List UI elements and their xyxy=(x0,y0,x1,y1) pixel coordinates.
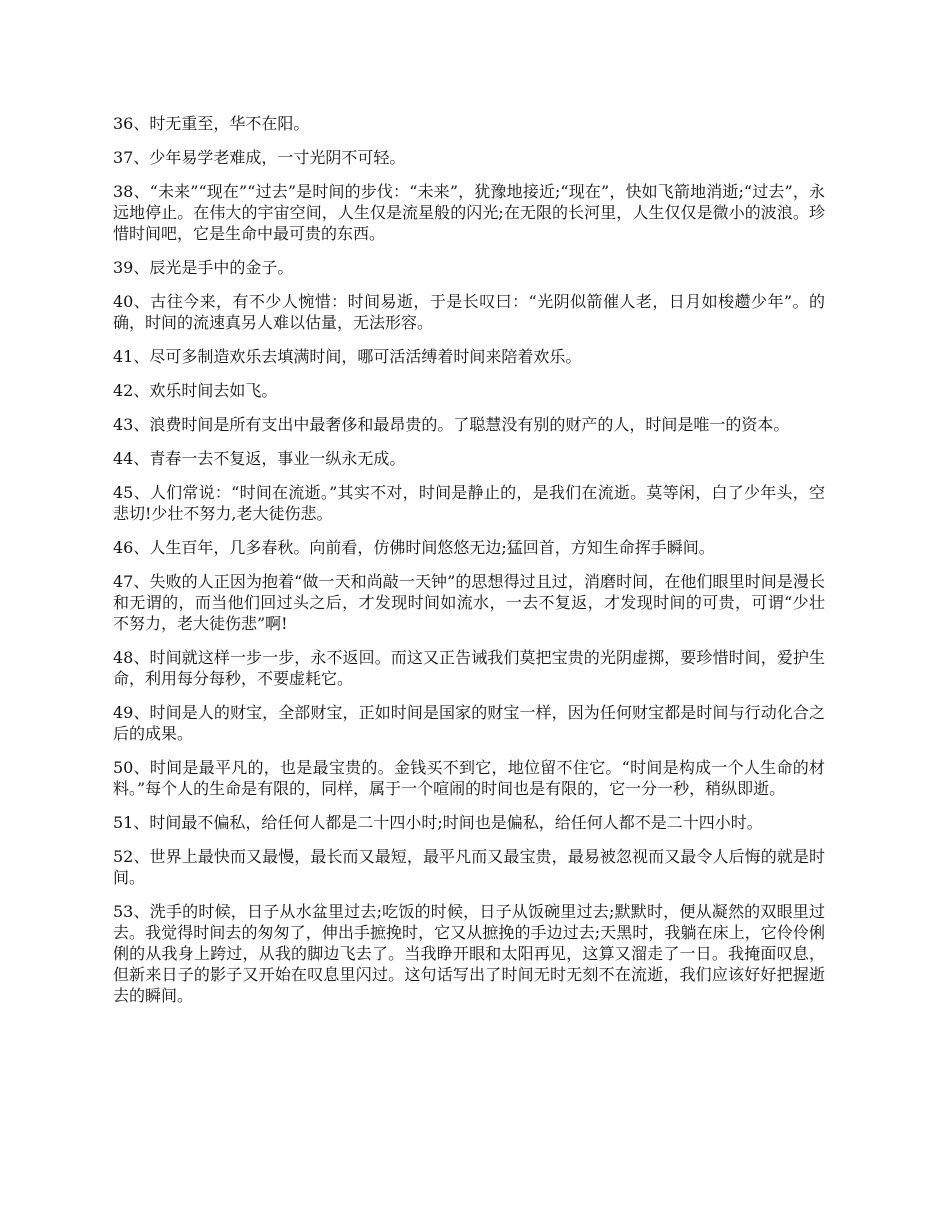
paragraph-44: 44、青春一去不复返，事业一纵永无成。 xyxy=(113,449,406,468)
paragraph-42: 42、欢乐时间去如飞。 xyxy=(113,381,278,400)
paragraph-51: 51、时间最不偏私，给任何人都是二十四小时;时间也是偏私，给任何人都不是二十四小时。 xyxy=(113,813,763,832)
paragraph-41: 41、尽可多制造欢乐去填满时间，哪可活活缚着时间来陪着欢乐。 xyxy=(113,347,582,366)
paragraph-50: 50、时间是最平凡的，也是最宝贵的。金钱买不到它，地位留不住它。“时间是构成一个人生命的材料。”每个人的生命是有限的，同样，属于一个喧闹的时间也是有限的，它一分一秒，稍纵即逝。 xyxy=(113,758,825,798)
paragraph-53: 53、洗手的时候，日子从水盆里过去;吃饭的时候，日子从饭碗里过去;默默时，便从凝然的双眼里过去。我觉得时间去的匆匆了，伸出手摭挽时，它又从摭挽的手边过去;天黑时，我躺在床上，它伶伶俐俐的从我身上跨过，从我的脚边飞去了。当我睁开眼和太阳再见，这算又溜走了一日。我掩面叹息，但新来日子的影子又开始在叹息里闪过。这句话写出了时间无时无刻不在流逝，我们应该好好把握逝去的瞬间。 xyxy=(113,902,825,1005)
paragraph-38: 38、“未来”“现在”“过去”是时间的步伐：“未来”，犹豫地接近;“现在”，快如飞箭地消逝;“过去”，永远地停止。在伟大的宇宙空间，人生仅是流星般的闪光;在无限的长河里，人生仅仅是微小的波浪。珍惜时间吧，它是生命中最可贵的东西。 xyxy=(113,182,825,243)
paragraph-43: 43、浪费时间是所有支出中最奢侈和最昂贵的。了聪慧没有别的财产的人，时间是唯一的资本。 xyxy=(113,415,790,434)
paragraph-47: 47、失败的人正因为抱着“做一天和尚敲一天钟”的思想得过且过，消磨时间，在他们眼里时间是漫长和无谓的，而当他们回过头之后，才发现时间如流水，一去不复返，才发现时间的可贵，可谓“少壮不努力，老大徒伤悲”啊! xyxy=(113,572,825,633)
paragraph-48: 48、时间就这样一步一步，永不返回。而这又正告诫我们莫把宝贵的光阴虚掷，要珍惜时间，爱护生命，利用每分每秒，不要虚耗它。 xyxy=(113,648,825,688)
paragraph-49: 49、时间是人的财宝，全部财宝，正如时间是国家的财宝一样，因为任何财宝都是时间与行动化合之后的成果。 xyxy=(113,703,825,743)
document-body xyxy=(113,113,825,1019)
paragraph-36: 36、时无重至，华不在阳。 xyxy=(113,114,310,133)
paragraph-37: 37、少年易学老难成，一寸光阴不可轻。 xyxy=(113,148,406,167)
paragraph-40: 40、古往今来，有不少人惋惜：时间易逝，于是长叹曰：“光阴似箭催人老，日月如梭趱少年”。的确，时间的流速真另人难以估量，无法形容。 xyxy=(113,292,825,332)
paragraph-52: 52、世界上最快而又最慢，最长而又最短，最平凡而又最宝贵，最易被忽视而又最令人后悔的就是时间。 xyxy=(113,847,825,887)
paragraph-39: 39、辰光是手中的金子。 xyxy=(113,258,294,277)
paragraph-46: 46、人生百年，几多春秋。向前看，仿佛时间悠悠无边;猛回首，方知生命挥手瞬间。 xyxy=(113,538,715,557)
paragraph-45: 45、人们常说：“时间在流逝。”其实不对，时间是静止的，是我们在流逝。莫等闲，白了少年头，空悲切!少壮不努力,老大徒伤悲。 xyxy=(113,483,825,523)
